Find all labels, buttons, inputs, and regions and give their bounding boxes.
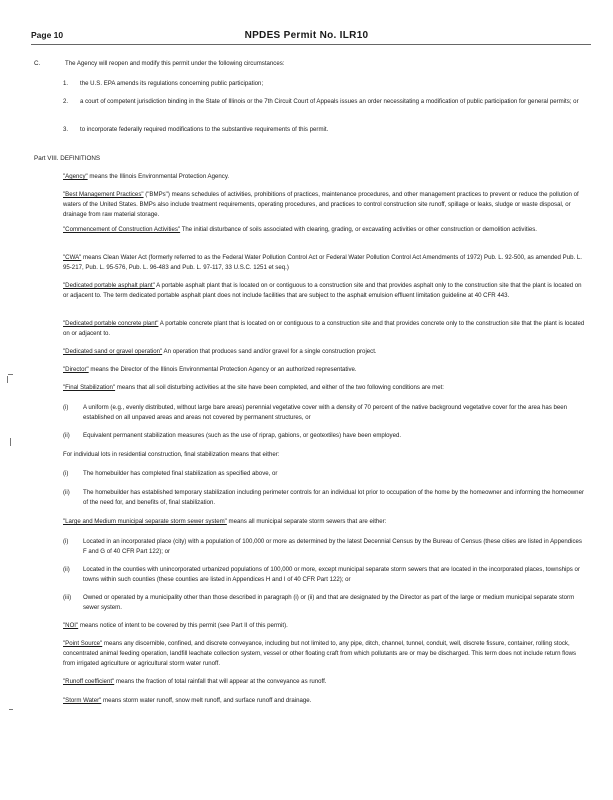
scan-mark: [8, 374, 13, 375]
definition-text: means the Illinois Environmental Protection Agency.: [87, 173, 230, 180]
definition-runoff-coefficient: [63, 677, 587, 687]
list-item-number: (ii): [63, 432, 70, 439]
header-rule: [31, 44, 591, 45]
definition-text: A portable concrete plant that is located on or contiguous to a construction site and that provides concrete only to the construction site that the plant is located on or adjacent to.: [63, 320, 585, 337]
scan-mark: [10, 438, 11, 446]
definition-text: means notice of intent to be covered by this permit (see Part II of this permit).: [78, 622, 288, 629]
definition-commencement: [63, 225, 587, 235]
definition-text: ("BMPs") means schedules of activities, prohibitions of practices, maintenance procedures, and other management practices to prevent or reduce the pollution of waters of the United States. BMPs also include treatment requirements, operating procedures, and practices to control construction site runoff, spillage or leaks, sludge or waste disposal, or drainage from raw material storage.: [63, 191, 579, 218]
definition-point-source: [63, 639, 587, 669]
list-item-number: (ii): [63, 489, 70, 496]
list-item-number: (ii): [63, 566, 70, 573]
definition-text: means the fraction of total rainfall that will appear at the conveyance as runoff.: [114, 678, 327, 685]
definition-text: means that all soil disturbing activities at the site have been completed, and either of the two following conditions are met:: [115, 384, 445, 391]
definition-sand-gravel: [63, 347, 587, 357]
definition-term: "Runoff coefficient": [63, 678, 115, 685]
list-item-number: 3.: [63, 126, 69, 133]
list-item-number: 1.: [63, 80, 69, 87]
definition-noi: [63, 621, 587, 631]
residential-intro: For individual lots in residential construction, final stabilization means that either:: [63, 451, 280, 458]
definition-term: "CWA": [63, 254, 82, 261]
list-item-number: (iii): [63, 594, 72, 601]
list-item-text: Owned or operated by a municipality other than those described in paragraph (i) or (ii) and that are designated by the Director as part of the large or medium municipal separate storm sewer system.: [83, 594, 575, 611]
definition-final-stabilization: [63, 383, 587, 393]
definition-term: "Dedicated portable asphalt plant": [63, 282, 155, 289]
definition-term: "Director": [63, 366, 89, 373]
definition-ms4: [63, 517, 587, 527]
scan-mark: [9, 709, 13, 710]
definition-term: "Final Stabilization": [63, 384, 116, 391]
permit-title: NPDES Permit No. ILR10: [244, 30, 369, 41]
definition-director: [63, 365, 587, 375]
list-item-text: Located in an incorporated place (city) with a population of 100,000 or more as determined by the latest Decennial Census by the Bureau of Census (these cities are listed in Appendices F and G of 40 CFR Part 122); or: [83, 538, 582, 555]
list-item-text: A uniform (e.g., evenly distributed, without large bare areas) perennial vegetative cover with a density of 70 percent of the native background vegetative cover for the area has been established on all unpaved areas and areas not covered by permanent structures, or: [83, 404, 568, 421]
definition-storm-water: [63, 696, 587, 706]
list-item-number: (i): [63, 404, 69, 411]
definition-text: means the Director of the Illinois Environmental Protection Agency or an authorized representative.: [88, 366, 357, 373]
definition-text: means all municipal separate storm sewers that are either:: [226, 518, 387, 525]
definition-term: "Dedicated sand or gravel operation": [63, 348, 163, 355]
definition-text: means storm water runoff, snow melt runoff, and surface runoff and drainage.: [101, 697, 312, 704]
scan-mark: [7, 376, 8, 383]
definition-term: "Point Source": [63, 640, 103, 647]
definition-agency: [63, 172, 587, 182]
definition-term: "Storm Water": [63, 697, 102, 704]
list-item-text: the U.S. EPA amends its regulations concerning public participation;: [80, 80, 264, 87]
definition-term: "Dedicated portable concrete plant": [63, 320, 159, 327]
definition-text: A portable asphalt plant that is located on or contiguous to a construction site and that provides asphalt only to the construction site that the plant is located on or adjacent to. The term dedicated portable asphalt plant does not include facilities that are subject to the asphalt emulsion effluent limitation guideline at 40 CFR 443.: [63, 282, 582, 299]
definition-asphalt-plant: [63, 281, 587, 301]
list-item-text: The homebuilder has established temporary stabilization including perimeter controls for an individual lot prior to occupation of the home by the homeowner and informing the homeowner of the need for, and benefits of, final stabilization.: [83, 489, 584, 506]
definition-term: "Commencement of Construction Activities": [63, 226, 181, 233]
definition-bmp: [63, 190, 587, 220]
list-item-number: 2.: [63, 98, 69, 105]
section-c-letter: C.: [34, 60, 41, 67]
definition-term: "NOI": [63, 622, 79, 629]
definition-text: means Clean Water Act (formerly referred to as the Federal Water Pollution Control Act or Federal Water Pollution Control Act Amendments of 1972) Pub. L. 92-500, as amended Pub. L. 95-217, Pub. L. 95-576, Pub. L. 96-483 and Pub. L. 97-117, 33 U.S.C. 1251 et seq.): [63, 254, 582, 271]
definition-text: means any discernible, confined, and discrete conveyance, including but not limited to, any pipe, ditch, channel, tunnel, conduit, well, discrete fissure, container, rolling stock, concentrated animal feeding operation, landfill leachate collection system, vessel or other floating craft from which pollutants are or may be discharged. This term does not include return flows from irrigated agriculture or agricultural storm water runoff.: [63, 640, 577, 667]
definition-concrete-plant: [63, 319, 587, 339]
definition-term: "Agency": [63, 173, 88, 180]
part-heading: Part VIII. DEFINITIONS: [34, 155, 101, 162]
list-item-text: a court of competent jurisdiction binding in the State of Illinois or the 7th Circuit Court of Appeals issues an order necessitating a modification of public participation for general permits; or: [80, 98, 579, 105]
list-item-text: to incorporate federally required modifications to the substantive requirements of this permit.: [80, 126, 329, 133]
list-item-text: Located in the counties with unincorporated urbanized populations of 100,000 or more, except municipal separate storm sewers that are located in the incorporated places, townships or towns within such counties (these counties are listed in Appendices H and I of 40 CFR Part 122); or: [83, 566, 580, 583]
list-item-text: The homebuilder has completed final stabilization as specified above, or: [83, 470, 278, 477]
list-item-number: (i): [63, 538, 69, 545]
definition-text: An operation that produces sand and/or gravel for a single construction project.: [162, 348, 377, 355]
page-number: Page 10: [31, 30, 64, 40]
definition-term: "Best Management Practices": [63, 191, 144, 198]
definition-text: The initial disturbance of soils associated with clearing, grading, or excavating activities or other construction or demolition activities.: [180, 226, 537, 233]
list-item-number: (i): [63, 470, 69, 477]
definition-term: "Large and Medium municipal separate storm sewer system": [63, 518, 227, 525]
section-c-intro: The Agency will reopen and modify this permit under the following circumstances:: [65, 60, 285, 67]
definition-cwa: [63, 253, 587, 273]
list-item-text: Equivalent permanent stabilization measures (such as the use of riprap, gabions, or geotextiles) have been employed.: [83, 432, 402, 439]
